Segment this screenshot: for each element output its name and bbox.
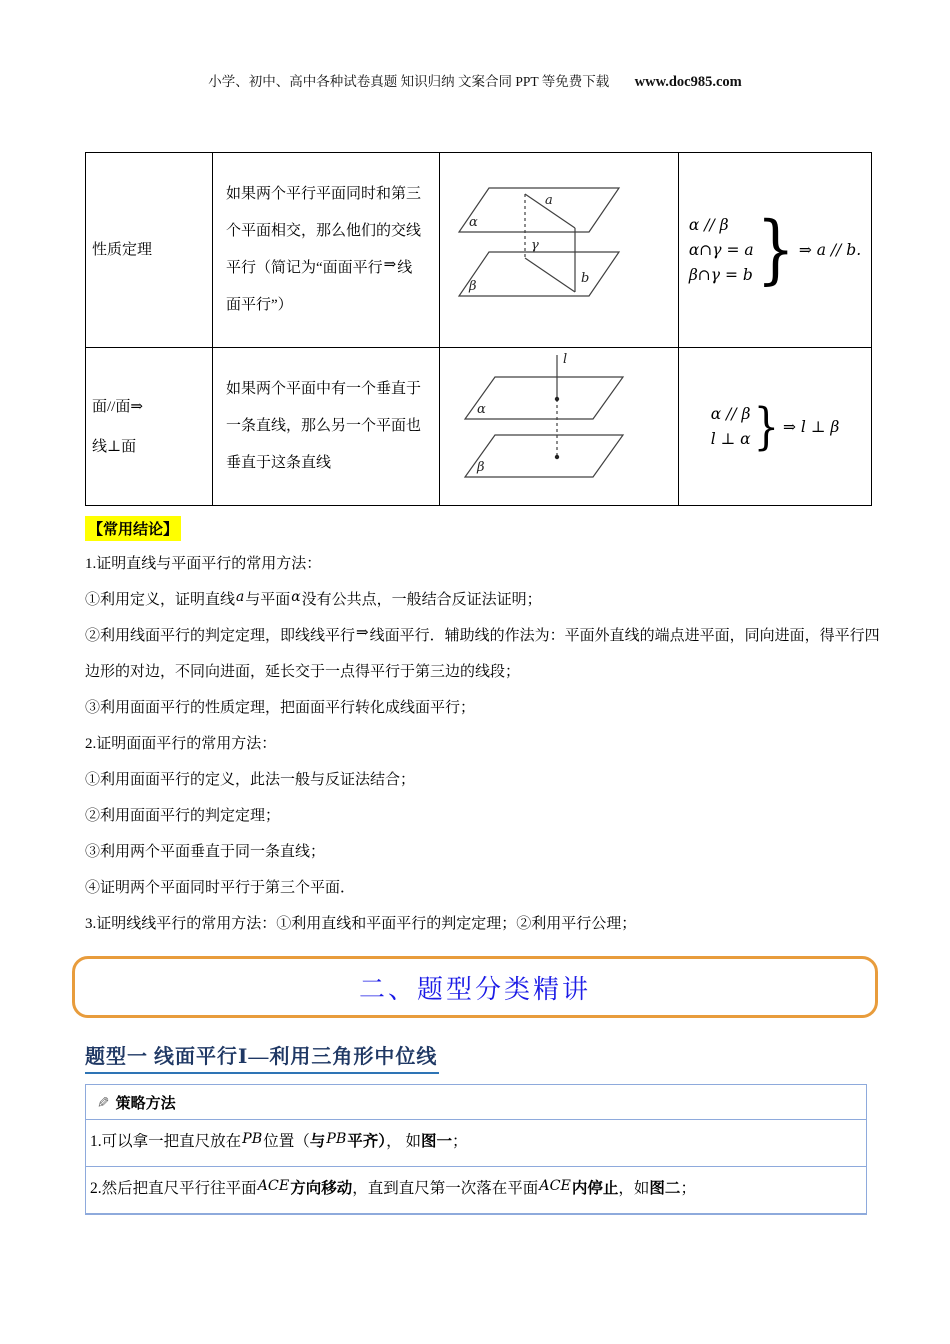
formula-result: ⇒ a // b. — [798, 241, 862, 259]
line-b — [525, 258, 575, 292]
conclusion-line: ③利用面面平行的性质定理，把面面平行转化成线面平行； — [85, 700, 476, 716]
conclusion-line: ②利用面面平行的判定定理； — [85, 808, 281, 824]
site-header — [0, 70, 950, 91]
theorem-definition-cell: 如果两个平行平面同时和第三个平面相交，那么他们的交线平行（简记为“面面平行⇒线面平行”） — [213, 153, 440, 348]
brace: } — [756, 206, 795, 294]
label-gamma: γ — [531, 237, 539, 253]
label-l: l — [563, 352, 568, 367]
topic-heading-text: 题型一 线面平行Ⅰ—利用三角形中位线 — [85, 1040, 439, 1074]
plane-beta — [465, 435, 623, 477]
strategy-header — [86, 1085, 866, 1120]
formula — [680, 397, 870, 456]
theorem-name: 性质定理 — [92, 242, 153, 258]
label-beta: β — [469, 278, 477, 294]
brace: } — [753, 397, 780, 456]
line-perpendicular-planes-diagram — [445, 349, 673, 499]
theorem-name-line: 线⊥面 — [92, 438, 137, 455]
conclusion-line: ①利用面面平行的定义，此法一般与反证法结合； — [85, 772, 416, 788]
formula-cell — [679, 348, 872, 506]
intersection-point-alpha — [555, 397, 559, 401]
label-beta: β — [477, 460, 485, 475]
header-tagline: 小学、初中、高中各种试卷真题 知识归纳 文案合同 PPT 等免费下载 — [208, 74, 610, 89]
strategy-box — [85, 1084, 867, 1215]
label-b: b — [581, 270, 590, 286]
strategy-title: 策略方法 — [115, 1095, 176, 1112]
conclusion-line: ②利用线面平行的判定定理，即线线平行⇒线面平行．辅助线的作法为：平面外直线的端点进平面，同向进面，得平行四边形的对边，不同向进面，延长交于一点得平行于第三边的线段； — [85, 625, 880, 680]
common-conclusions-badge: 【常用结论】 — [85, 516, 181, 541]
conclusion-line: 2.证明面面平行的常用方法： — [85, 736, 277, 752]
formula-result: ⇒ l ⊥ β — [783, 417, 840, 436]
label-a: a — [545, 192, 553, 208]
theorem-name-cell — [86, 348, 213, 506]
intersection-point-beta — [555, 455, 559, 459]
conclusion-line: ④证明两个平面同时平行于第三个平面． — [85, 880, 356, 896]
conclusion-line: ③利用两个平面垂直于同一条直线； — [85, 844, 326, 860]
conclusion-line: 3.证明线线平行的常用方法：①利用直线和平面平行的判定定理；②利用平行公理； — [85, 916, 637, 932]
formula-premises: α // β α∩γ = a β∩γ = b — [688, 215, 754, 284]
diagram-cell — [440, 153, 679, 348]
pen-icon: ✎ — [93, 1095, 112, 1109]
parallel-planes-intersection-diagram — [445, 174, 673, 322]
diagram-cell — [440, 348, 679, 506]
site-link[interactable]: www.doc985.com — [634, 74, 742, 90]
section-title: 二、题型分类精讲 — [358, 974, 591, 1004]
section-title-box — [72, 956, 878, 1018]
theorem-definition-cell: 如果两个平面中有一个垂直于一条直线，那么另一个平面也垂直于这条直线 — [213, 348, 440, 506]
table-row — [86, 153, 872, 348]
conclusions-list — [85, 546, 880, 942]
formula-cell — [679, 153, 872, 348]
label-alpha: α — [469, 214, 478, 230]
theorem-name-cell — [86, 153, 213, 348]
theorem-name-line: 面//面⇒ — [92, 398, 143, 415]
formula — [680, 206, 870, 294]
plane-alpha — [459, 188, 619, 232]
topic-heading — [85, 1040, 439, 1074]
plane-beta — [459, 252, 619, 296]
conclusion-line: 1.证明直线与平面平行的常用方法： — [85, 556, 322, 572]
strategy-step: 1.可以拿一把直尺放在PB位置（与PB平齐）， 如图一； — [86, 1120, 866, 1167]
label-alpha: α — [477, 402, 486, 417]
conclusion-line: ①利用定义，证明直线a与平面α没有公共点，一般结合反证法证明； — [85, 589, 542, 608]
theorem-table — [85, 152, 872, 506]
table-row — [86, 348, 872, 506]
strategy-step: 2.然后把直尺平行往平面ACE方向移动，直到直尺第一次落在平面ACE内停止，如图二； — [86, 1167, 866, 1214]
formula-premises: α // β l ⊥ α — [710, 404, 751, 448]
plane-alpha — [465, 377, 623, 419]
